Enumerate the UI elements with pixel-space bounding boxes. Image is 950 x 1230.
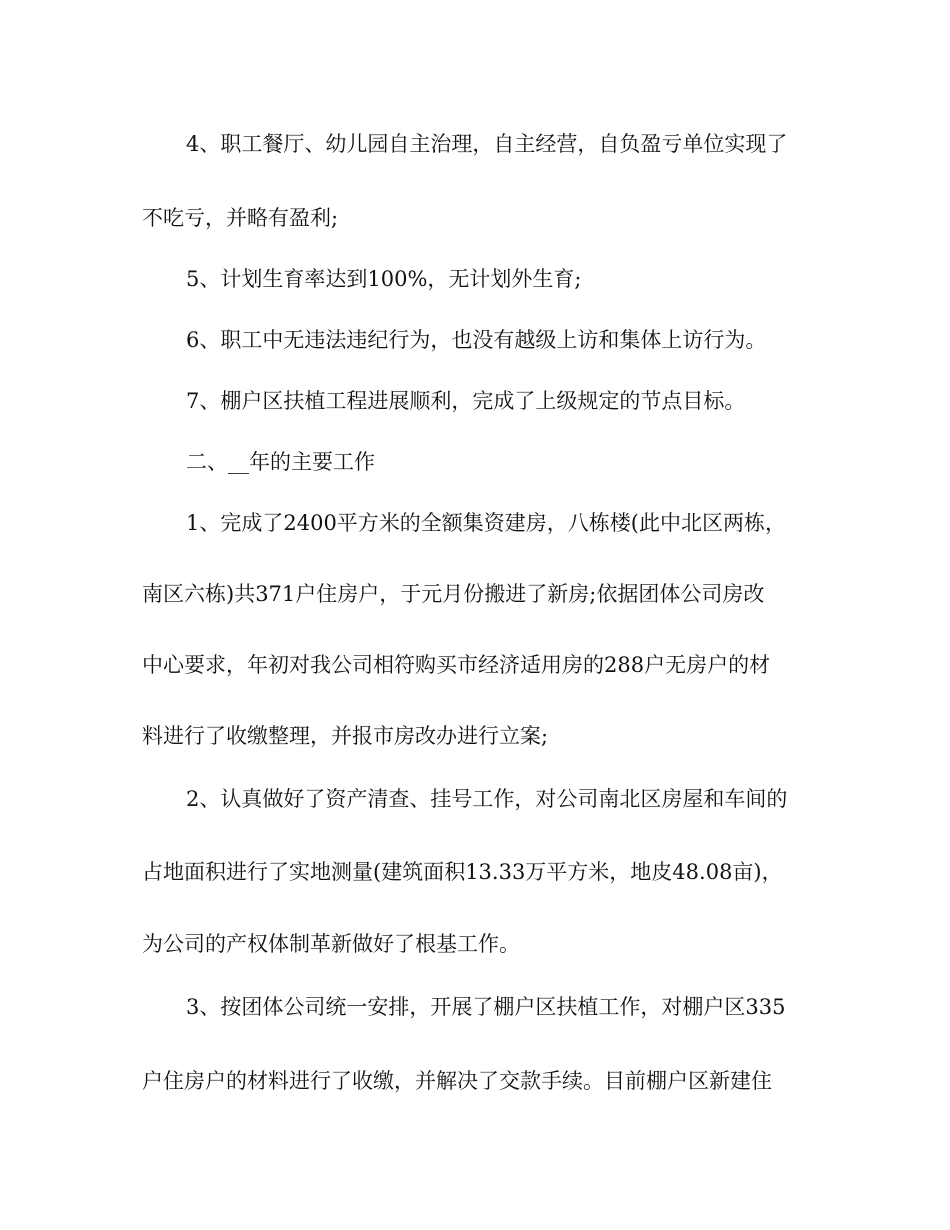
paragraph-line: 6、职工中无违法违纪行为，也没有越级上访和集体上访行为。 <box>186 328 767 352</box>
paragraph-line: 7、棚户区扶植工程进展顺利，完成了上级规定的节点目标。 <box>186 389 746 413</box>
paragraph-line: 不吃亏，并略有盈利; <box>142 206 339 230</box>
paragraph-line: 料进行了收缴整理，并报市房改办进行立案; <box>142 724 549 748</box>
paragraph-line: 为公司的产权体制革新做好了根基工作。 <box>142 932 520 956</box>
paragraph-line: 5、计划生育率达到100%，无计划外生育; <box>186 267 582 291</box>
paragraph-line: 1、完成了2400平方米的全额集资建房，八栋楼(此中北区两栋， <box>186 511 786 535</box>
paragraph-line: 3、按团体公司统一安排，开展了棚户区扶植工作，对棚户区335 <box>186 995 786 1019</box>
paragraph-line: 中心要求，年初对我公司相符购买市经济适用房的288户无房户的材 <box>142 653 771 677</box>
paragraph-line: 2、认真做好了资产清查、挂号工作，对公司南北区房屋和车间的 <box>186 787 788 811</box>
paragraph-line: 4、职工餐厅、幼儿园自主治理，自主经营，自负盈亏单位实现了 <box>186 132 788 156</box>
paragraph-line: 占地面积进行了实地测量(建筑面积13.33万平方米，地皮48.08亩)， <box>142 860 783 884</box>
paragraph-line: 南区六栋)共371户住房户，于元月份搬进了新房;依据团体公司房改 <box>142 582 765 606</box>
section-heading: 二、__年的主要工作 <box>186 450 375 474</box>
paragraph-line: 户住房户的材料进行了收缴，并解决了交款手续。目前棚户区新建住 <box>142 1069 772 1093</box>
